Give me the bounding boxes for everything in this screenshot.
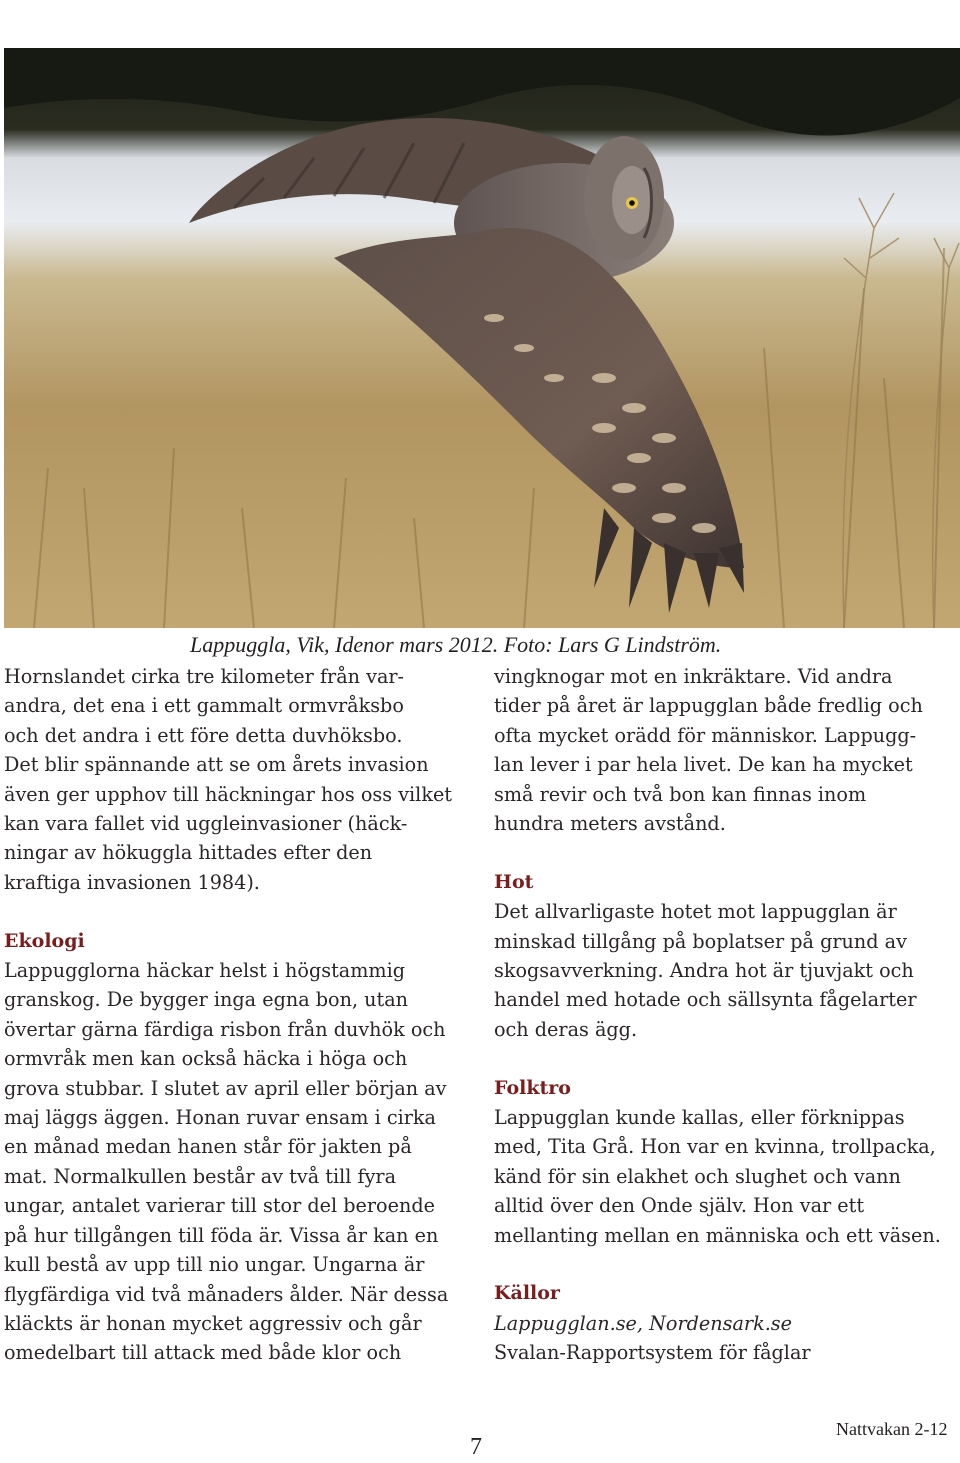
kallor-web-sources: Lappugglan.se, Nordensark.se xyxy=(494,1311,792,1335)
photo-caption: Lappuggla, Vik, Idenor mars 2012. Foto: Lars G Lindström. xyxy=(190,632,722,657)
right-column xyxy=(494,662,956,1368)
publication-title: Nattvakan 2-12 xyxy=(836,1419,948,1439)
intro-paragraph: Hornslandet cirka tre kilometer från var- andra, det ena i ett gammalt ormvråksbo och det andra i ett före detta duvhöksbo. Det blir spännande att se om årets invasion även ger upphov till häckningar hos oss vilket kan vara fallet vid uggleinvasioner (häck- ningar av hökuggla hittades efter den kraftiga invasionen 1984). xyxy=(4,665,453,894)
kallor-heading: Källor xyxy=(494,1282,560,1305)
ekologi-paragraph: Lappugglorna häckar helst i högstammig granskog. De bygger inga egna bon, utan övertar gärna färdiga risbon från duvhök och ormvråk men kan också häcka i höga och grova stubbar. I slutet av april eller början av maj läggs äggen. Honan ruvar ensam i cirka en månad medan hanen står för jakten på mat. Normalkullen består av två till fyra ungar, antalet varierar till stor del beroende på hur tillgången till föda är. Vissa år kan en kull bestå av upp till nio ungar. Ungarna är flygfärdiga vid två månaders ålder. När dessa kläckts är honan mycket aggressiv och går omedelbart till attack med både klor och xyxy=(4,959,449,1365)
page-number: 7 xyxy=(470,1434,482,1460)
kallor-report-system: Svalan-Rapportsystem för fåglar xyxy=(494,1341,811,1365)
left-column xyxy=(4,662,464,1368)
hot-heading: Hot xyxy=(494,870,534,893)
continued-paragraph: vingknogar mot en inkräktare. Vid andra tider på året är lappugglan både fredlig och ofta mycket orädd för människor. Lappugg- lan lever i par hela livet. De kan ha mycket små revir och två bon kan finnas inom hundra meters avstånd. xyxy=(494,665,923,836)
ekologi-heading: Ekologi xyxy=(4,929,85,952)
folktro-heading: Folktro xyxy=(494,1076,571,1099)
owl-photo xyxy=(4,48,960,628)
hot-paragraph: Det allvarligaste hotet mot lappugglan är minskad tillgång på boplatser på grund av skogsavverkning. Andra hot är tjuvjakt och handel med hotade och sällsynta fågelarter och deras ägg. xyxy=(494,900,917,1041)
owl-in-flight-illustration xyxy=(4,48,960,628)
folktro-paragraph: Lappugglan kunde kallas, eller förknippas med, Tita Grå. Hon var en kvinna, trollpacka, känd för sin elakhet och slughet och vann alltid över den Onde själv. Hon var ett mellanting mellan en människa och ett väsen. xyxy=(494,1106,941,1247)
kallor-list xyxy=(494,1309,956,1368)
